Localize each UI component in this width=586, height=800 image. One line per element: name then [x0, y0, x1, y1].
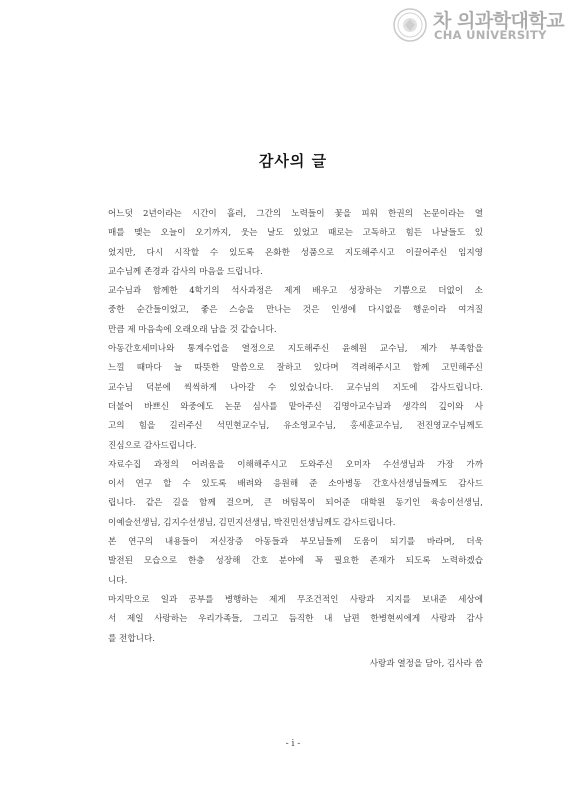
- university-seal-icon: [393, 8, 427, 42]
- text-line: 교수님 덕분에 씩씩하게 나아갈 수 있었습니다. 교수님의 지도에 감사드립니다.: [108, 382, 483, 393]
- text-line: 본 연구의 내용들이 저신장증 아동들과 부모님들께 도움이 되기를 바라며, 더욱: [108, 537, 483, 548]
- text-line: 교수님께 존경과 감사의 마음을 드립니다.: [108, 266, 263, 277]
- text-line: 마지막으로 일과 공부를 병행하는 제게 무조건적인 사랑과 지지를 보내준 세상에: [108, 594, 483, 605]
- page-title: 감사의 글: [258, 152, 328, 170]
- text-line: 아동간호세미나와 통계수업을 열정으로 지도해주신 윤혜원 교수님, 제가 부족함을: [108, 344, 483, 355]
- text-line: 발전된 모습으로 한층 성장해 간호 분야에 꼭 필요한 존재가 되도록 노력하겠습: [108, 556, 483, 567]
- text-line: 고의 힘을 길러주신 석민현교수님, 유소영교수님, 홍세훈교수님, 전진영교수님께도: [108, 421, 483, 432]
- text-line: 더불어 바쁘신 와중에도 논문 심사를 맡아주신 김명아교수님과 생각의 깊이와 사: [108, 401, 483, 412]
- logo-korean-text: 차 의과학대학교: [433, 10, 565, 32]
- acknowledgement-body: [108, 205, 483, 649]
- text-line: 어느덧 2년이라는 시간이 흘러, 그간의 노력들이 꽃을 피워 한권의 논문이라는 열: [108, 209, 483, 219]
- text-line: 를 전합니다.: [108, 633, 155, 644]
- text-line: 자료수집 과정의 어려움을 이해해주시고 도와주신 오미자 수선생님과 가장 가까: [108, 459, 483, 470]
- text-line: 교수님과 함께한 4학기의 석사과정은 제게 배우고 성장하는 기쁨으로 더없이 소: [108, 286, 483, 297]
- text-line: 니다.: [108, 575, 128, 586]
- logo-english-text: CHA UNIVERSITY: [434, 28, 547, 42]
- text-line: 었지만, 다시 시작할 수 있도록 온화한 성품으로 지도해주시고 이끌어주신 임지영: [108, 247, 483, 258]
- text-line: 중한 순간들이었고, 좋은 스승을 만나는 것은 인생에 다시없을 행운이라 여겨질: [108, 305, 483, 316]
- text-line: 립니다. 같은 길을 함께 걸으며, 큰 버팀목이 되어준 대학원 동기인 육송이선생님,: [108, 498, 483, 509]
- signature-line: 사랑과 열정을 담아, 김사라 씀: [369, 659, 483, 669]
- text-line: 이서 연구 할 수 있도록 배려와 응원해 준 소아병동 간호사선생님들께도 감사드: [108, 479, 483, 490]
- text-line: 이예슬선생님, 김지수선생님, 김민지선생님, 박진민선생님께도 감사드립니다.: [108, 517, 396, 528]
- text-line: 만큼 제 마음속에 오래오래 남을 것 같습니다.: [108, 324, 277, 335]
- text-line: 매를 맺는 오늘이 오기까지, 웃는 날도 있었고 때로는 고독하고 힘든 나날들도 있: [108, 228, 483, 239]
- text-line: 느낄 때마다 늘 따뜻한 말씀으로 잘하고 있다며 격려해주시고 함께 고민해주신: [108, 363, 483, 374]
- page-number: - i -: [285, 739, 301, 749]
- university-logo: [393, 6, 579, 46]
- text-line: 서 제일 사랑하는 우리가족들, 그리고 듬직한 내 남편 한병현씨에게 사랑과 감사: [108, 614, 483, 625]
- text-line: 진심으로 감사드립니다.: [108, 440, 197, 451]
